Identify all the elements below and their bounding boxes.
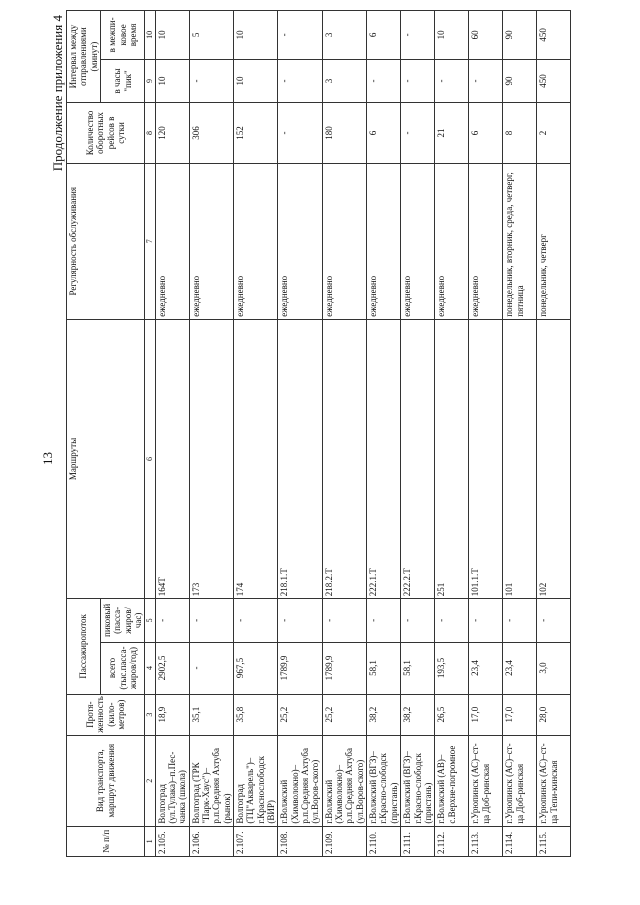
- header-interval-offpeak: в межпи-ковое время: [101, 11, 145, 60]
- interval-peak: -: [469, 59, 503, 102]
- regularity: ежедневно: [322, 163, 366, 319]
- table-row: [155, 11, 189, 857]
- route-name: г.Волжский (ВГЗ)–г.Красно-слободск (пристань): [401, 735, 435, 826]
- header-trips: Количество оборотных рейсов в сутки: [67, 103, 145, 164]
- col-number: 10: [145, 11, 155, 60]
- trip-count: 2: [537, 103, 571, 164]
- route-name: г.Волжский (Химволокно)–р.п.Средняя Ахтуба (ул.Воров-ского): [322, 735, 366, 826]
- interval-peak: 450: [537, 59, 571, 102]
- col-number: 8: [145, 103, 155, 164]
- interval-offpeak: 10: [435, 11, 469, 60]
- trip-count: 306: [189, 103, 233, 164]
- route-length: 35,1: [189, 694, 233, 735]
- regularity: ежедневно: [278, 163, 322, 319]
- page-number: 13: [40, 452, 55, 465]
- interval-peak: 10: [155, 59, 189, 102]
- routes-table: [66, 10, 571, 857]
- trip-count: 8: [503, 103, 537, 164]
- flow-total: 193,5: [435, 642, 469, 694]
- route-length: 28,0: [537, 694, 571, 735]
- interval-offpeak: 10: [234, 11, 278, 60]
- regularity: понедельник, четверг: [537, 163, 571, 319]
- flow-peak: -: [401, 599, 435, 642]
- route-name: г.Волжский (Химволокно)–р.п.Средняя Ахтуба (ул.Воров-ского): [278, 735, 322, 826]
- row-number: 2.107.: [234, 826, 278, 856]
- route-name: Волгоград (ул.Тулака)–п.Пес-чанка (школа): [155, 735, 189, 826]
- col-number: 2: [145, 735, 155, 826]
- header-routes: Маршруты: [67, 319, 145, 598]
- interval-peak: 10: [234, 59, 278, 102]
- route-name: Волгоград (ТЦ"Акварель")–г.Краснослободск (ВИР): [234, 735, 278, 826]
- trip-count: 21: [435, 103, 469, 164]
- route-length: 17,0: [469, 694, 503, 735]
- header-interval: Интервал между отправлениями (минут): [67, 11, 101, 103]
- route-number: 101.1.Т: [469, 319, 503, 598]
- flow-peak: -: [189, 599, 233, 642]
- route-number: 174: [234, 319, 278, 598]
- interval-offpeak: -: [401, 11, 435, 60]
- regularity: ежедневно: [155, 163, 189, 319]
- flow-peak: -: [503, 599, 537, 642]
- route-length: 18,9: [155, 694, 189, 735]
- interval-peak: -: [435, 59, 469, 102]
- row-number: 2.111.: [401, 826, 435, 856]
- interval-offpeak: 90: [503, 11, 537, 60]
- interval-peak: 3: [322, 59, 366, 102]
- flow-peak: -: [278, 599, 322, 642]
- regularity: понедельник, вторник, среда, четверг, пятница: [503, 163, 537, 319]
- header-flow-peak: пиковый (пасса-жиров/час): [101, 599, 145, 642]
- col-number: 4: [145, 642, 155, 694]
- row-number: 2.112.: [435, 826, 469, 856]
- table-row: [322, 11, 366, 857]
- trip-count: 6: [367, 103, 401, 164]
- trip-count: 120: [155, 103, 189, 164]
- interval-peak: -: [278, 59, 322, 102]
- table-row: [435, 11, 469, 857]
- route-length: 25,2: [322, 694, 366, 735]
- route-number: 251: [435, 319, 469, 598]
- regularity: ежедневно: [469, 163, 503, 319]
- flow-total: 58,1: [401, 642, 435, 694]
- table-row: [367, 11, 401, 857]
- header-interval-peak: в часы "пик": [101, 59, 145, 102]
- header-flow: Пассажиропоток: [67, 599, 101, 694]
- route-number: 102: [537, 319, 571, 598]
- regularity: ежедневно: [189, 163, 233, 319]
- interval-offpeak: 5: [189, 11, 233, 60]
- route-name: г.Урюпинск (АС)–ст-ца Доб-ринская: [503, 735, 537, 826]
- interval-offpeak: 60: [469, 11, 503, 60]
- flow-total: 1789,9: [278, 642, 322, 694]
- flow-total: 967,5: [234, 642, 278, 694]
- row-number: 2.106.: [189, 826, 233, 856]
- flow-peak: -: [435, 599, 469, 642]
- flow-total: 2902,5: [155, 642, 189, 694]
- row-number: 2.110.: [367, 826, 401, 856]
- route-length: 17,0: [503, 694, 537, 735]
- table-row: [401, 11, 435, 857]
- table-row: [189, 11, 233, 857]
- header-n: № п/п: [67, 826, 145, 856]
- header-route: Вид транспорта, маршрут движения: [67, 735, 145, 826]
- trip-count: 6: [469, 103, 503, 164]
- route-number: 222.1.Т: [367, 319, 401, 598]
- route-number: 164Т: [155, 319, 189, 598]
- flow-peak: -: [234, 599, 278, 642]
- route-name: г.Волжский (АВ)–с.Верхне-погромное: [435, 735, 469, 826]
- route-length: 38,2: [401, 694, 435, 735]
- trip-count: -: [278, 103, 322, 164]
- table-row: [278, 11, 322, 857]
- trip-count: 180: [322, 103, 366, 164]
- flow-total: 3,0: [537, 642, 571, 694]
- regularity: ежедневно: [367, 163, 401, 319]
- col-number: 7: [145, 163, 155, 319]
- table-row: [503, 11, 537, 857]
- interval-offpeak: 10: [155, 11, 189, 60]
- trip-count: -: [401, 103, 435, 164]
- row-number: 2.108.: [278, 826, 322, 856]
- flow-total: 1789,9: [322, 642, 366, 694]
- interval-peak: -: [401, 59, 435, 102]
- row-number: 2.113.: [469, 826, 503, 856]
- trip-count: 152: [234, 103, 278, 164]
- route-name: Волгоград (ТРК "Парк-Хаус")–р.п.Средняя Ахтуба (рынок): [189, 735, 233, 826]
- flow-peak: -: [322, 599, 366, 642]
- col-number: 6: [145, 319, 155, 598]
- interval-peak: 90: [503, 59, 537, 102]
- row-number: 2.105.: [155, 826, 189, 856]
- flow-peak: -: [155, 599, 189, 642]
- interval-offpeak: -: [278, 11, 322, 60]
- route-name: г.Волжский (ВГЗ)–г.Красно-слободск (пристань): [367, 735, 401, 826]
- interval-peak: -: [189, 59, 233, 102]
- header-length: Протя-женность (кило-метров): [67, 694, 145, 735]
- flow-total: 23,4: [469, 642, 503, 694]
- header-flow-total: всего (тыс.пасса-жиров/год): [101, 642, 145, 694]
- interval-offpeak: 450: [537, 11, 571, 60]
- regularity: ежедневно: [234, 163, 278, 319]
- route-number: 173: [189, 319, 233, 598]
- route-number: 218.2.Т: [322, 319, 366, 598]
- col-number: 1: [145, 826, 155, 856]
- interval-offpeak: 6: [367, 11, 401, 60]
- header-regularity: Регулярность обслуживания: [67, 163, 145, 319]
- flow-peak: -: [367, 599, 401, 642]
- route-length: 26,5: [435, 694, 469, 735]
- col-number: 5: [145, 599, 155, 642]
- flow-total: 23,4: [503, 642, 537, 694]
- route-name: г.Урюпинск (АС)–ст-ца Тепи-кинская: [537, 735, 571, 826]
- flow-peak: -: [469, 599, 503, 642]
- route-length: 38,2: [367, 694, 401, 735]
- table-row: [234, 11, 278, 857]
- route-number: 222.2.Т: [401, 319, 435, 598]
- col-number: 9: [145, 59, 155, 102]
- route-name: г.Урюпинск (АС)–ст-ца Доб-ринская: [469, 735, 503, 826]
- column-number-row: [145, 11, 155, 857]
- row-number: 2.114.: [503, 826, 537, 856]
- table-row: [469, 11, 503, 857]
- flow-peak: -: [537, 599, 571, 642]
- route-length: 25,2: [278, 694, 322, 735]
- regularity: ежедневно: [435, 163, 469, 319]
- row-number: 2.109.: [322, 826, 366, 856]
- flow-total: -: [189, 642, 233, 694]
- row-number: 2.115.: [537, 826, 571, 856]
- interval-peak: -: [367, 59, 401, 102]
- route-number: 101: [503, 319, 537, 598]
- route-length: 35,8: [234, 694, 278, 735]
- col-number: 3: [145, 694, 155, 735]
- interval-offpeak: 3: [322, 11, 366, 60]
- regularity: ежедневно: [401, 163, 435, 319]
- route-number: 218.1.Т: [278, 319, 322, 598]
- flow-total: 58,1: [367, 642, 401, 694]
- continuation-title: Продолжение приложения 4: [50, 15, 65, 172]
- table-row: [537, 11, 571, 857]
